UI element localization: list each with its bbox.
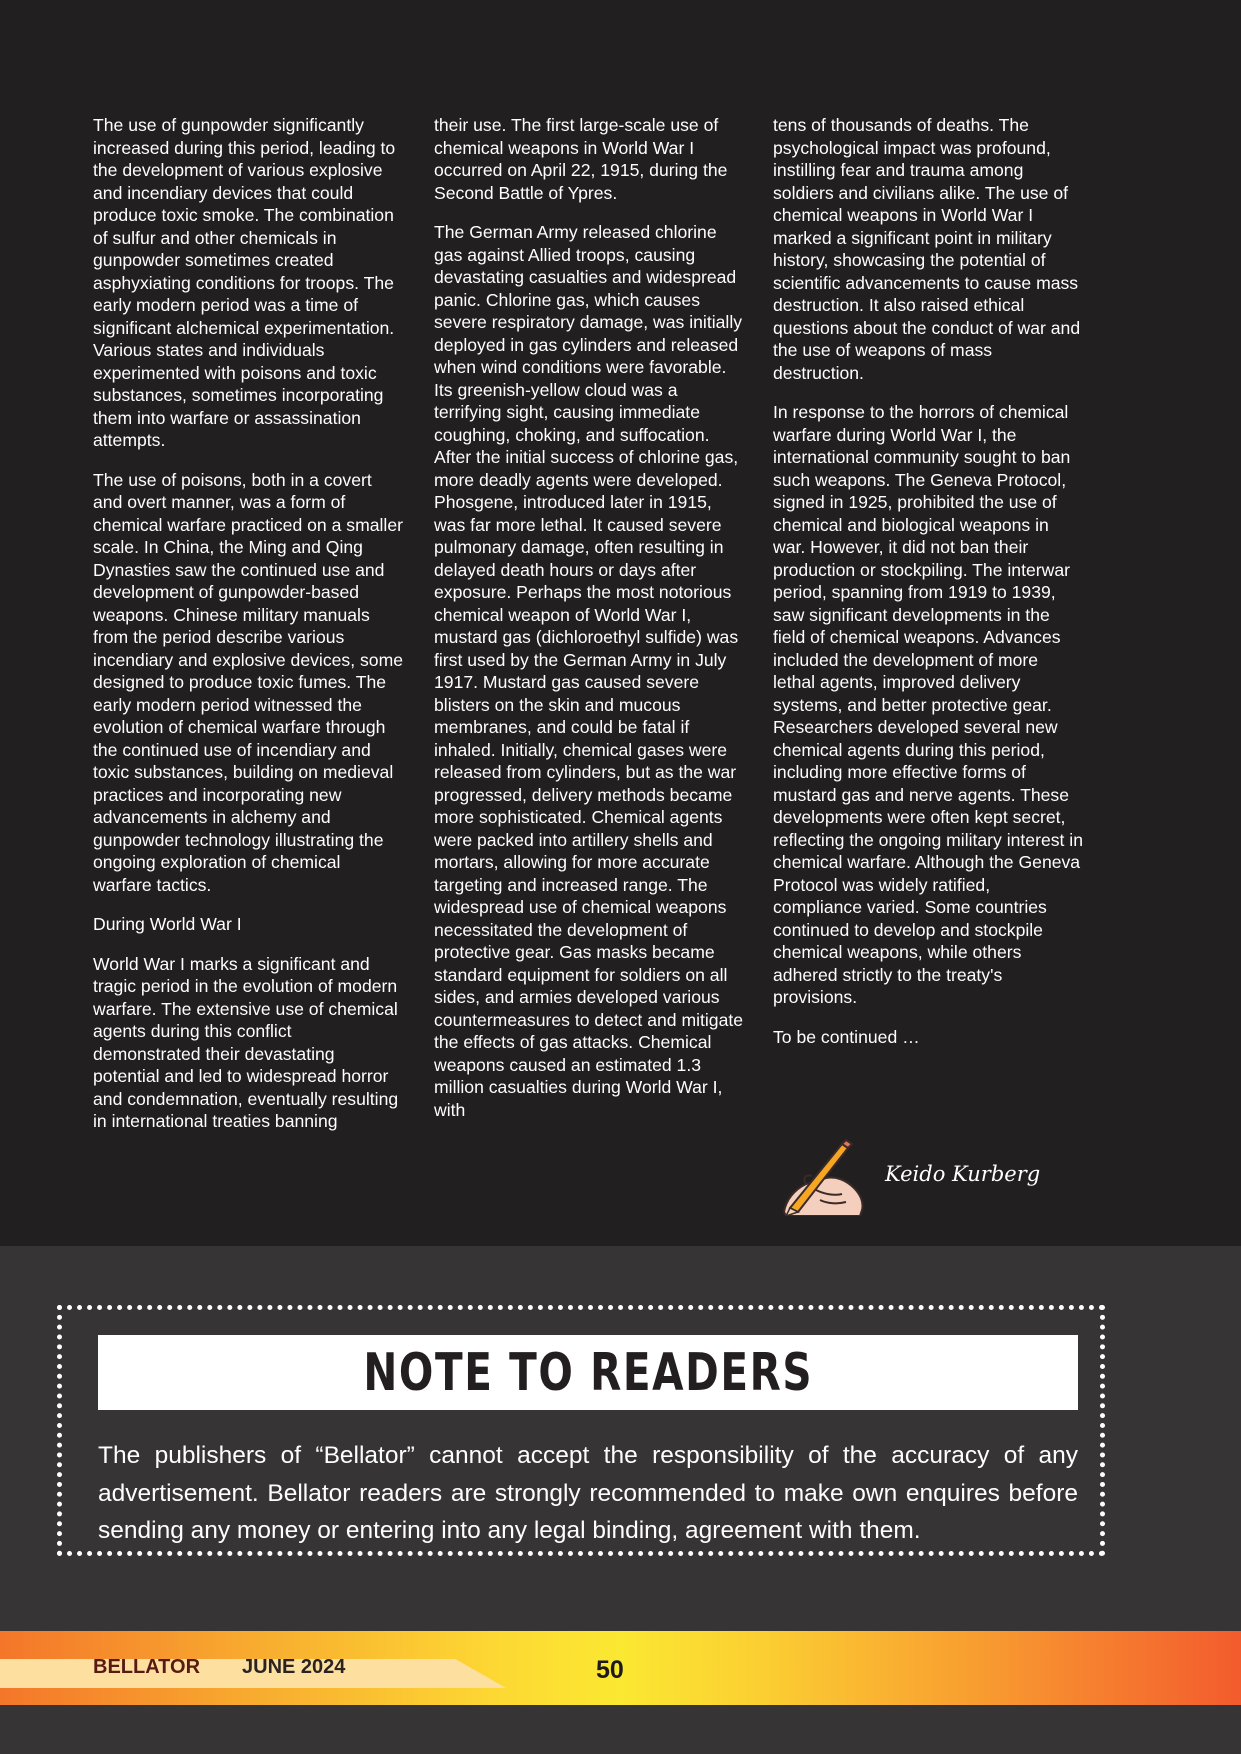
note-to-readers-box (57, 1305, 1105, 1556)
section-subheading: During World War I (93, 914, 242, 934)
note-title: NOTE TO READERS (363, 1342, 813, 1403)
author-signature (776, 1138, 1106, 1216)
note-text: The publishers of “Bellator” cannot accept the responsibility of the accuracy of any advertisement. Bellator readers are strongly recommended to make own enquires before sending any money or entering into any legal binding, agreement with them. (98, 1442, 1078, 1544)
footer-issue-date: JUNE 2024 (242, 1656, 346, 1678)
note-title-banner (98, 1335, 1078, 1410)
paragraph: World War I marks a significant and tragic period in the evolution of modern warfare. The extensive use of chemical agents during this conflict demonstrated their devastating potential and led to widespread horror and condemnation, eventually resulting in international treaties banning (93, 953, 399, 1131)
article-column-2 (434, 114, 744, 1138)
paragraph: tens of thousands of deaths. The psychological impact was profound, instilling fear and trauma among soldiers and civilians alike. The use of chemical weapons in World War I marked a significant point in military history, showcasing the potential of scientific advancements to cause mass destruction. It also raised ethical questions about the conduct of war and the use of weapons of mass destruction. (773, 115, 1081, 383)
page-number: 50 (596, 1656, 624, 1684)
hand-writing-pencil-icon (776, 1138, 876, 1216)
article-column-3 (773, 114, 1083, 1065)
paragraph: The use of gunpowder significantly increased during this period, leading to the development of various explosive and incendiary devices that could produce toxic smoke. The combination of sulfur and other chemicals in gunpowder sometimes created asphyxiating conditions for troops. The early modern period was a time of significant alchemical experimentation. Various states and individuals experimented with poisons and toxic substances, sometimes incorporating them into warfare or assassination attempts. (93, 115, 396, 450)
paragraph: their use. The first large-scale use of chemical weapons in World War I occurred on April 22, 1915, during the Second Battle of Ypres. (434, 115, 728, 203)
author-name: Keido Kurberg (885, 1162, 1041, 1186)
paragraph: The use of poisons, both in a covert and overt manner, was a form of chemical warfare practiced on a smaller scale. In China, the Ming and Qing Dynasties saw the continued use and development of gunpowder-based weapons. Chinese military manuals from the period describe various incendiary and explosive devices, some designed to produce toxic fumes. The early modern period witnessed the evolution of chemical warfare through the continued use of incendiary and toxic substances, building on medieval practices and incorporating new advancements in alchemy and gunpowder technology illustrating the ongoing exploration of chemical warfare tactics. (93, 469, 404, 895)
to-be-continued: To be continued … (773, 1026, 920, 1047)
paragraph: In response to the horrors of chemical warfare during World War I, the international community sought to ban such weapons. The Geneva Protocol, signed in 1925, prohibited the use of chemical and biological weapons in war. However, it did not ban their production or stockpiling. The interwar period, spanning from 1919 to 1939, saw significant developments in the field of chemical weapons. Advances included the development of more lethal agents, improved delivery systems, and better protective gear. Researchers developed several new chemical agents during this period, including more effective forms of mustard gas and nerve agents. These developments were often kept secret, reflecting the ongoing military interest in chemical warfare. Although the Geneva Protocol was widely ratified, compliance varied. Some countries continued to develop and stockpile chemical weapons, while others adhered strictly to the treaty's provisions. (773, 402, 1084, 1007)
article-column-1 (93, 114, 403, 1150)
paragraph: The German Army released chlorine gas against Allied troops, causing devastating casualties and widespread panic. Chlorine gas, which causes severe respiratory damage, was initially deployed in gas cylinders and released when wind conditions were favorable. Its greenish-yellow cloud was a terrifying sight, causing immediate coughing, choking, and suffocation. After the initial success of chlorine gas, more deadly agents were developed. Phosgene, introduced later in 1915, was far more lethal. It caused severe pulmonary damage, often resulting in delayed death hours or days after exposure. Perhaps the most notorious chemical weapon of World War I, mustard gas (dichloroethyl sulfide) was first used by the German Army in July 1917. Mustard gas caused severe blisters on the skin and mucous membranes, and could be fatal if inhaled. Initially, chemical gases were released from cylinders, but as the war progressed, delivery methods became more sophisticated. Chemical agents were packed into artillery shells and mortars, allowing for more accurate targeting and increased range. The widespread use of chemical weapons necessitated the development of protective gear. Gas masks became standard equipment for soldiers on all sides, and armies developed various countermeasures to detect and mitigate the effects of gas attacks. Chemical weapons caused an estimated 1.3 million casualties during World War I, with (434, 222, 744, 1120)
footer-brand: BELLATOR (93, 1656, 201, 1678)
